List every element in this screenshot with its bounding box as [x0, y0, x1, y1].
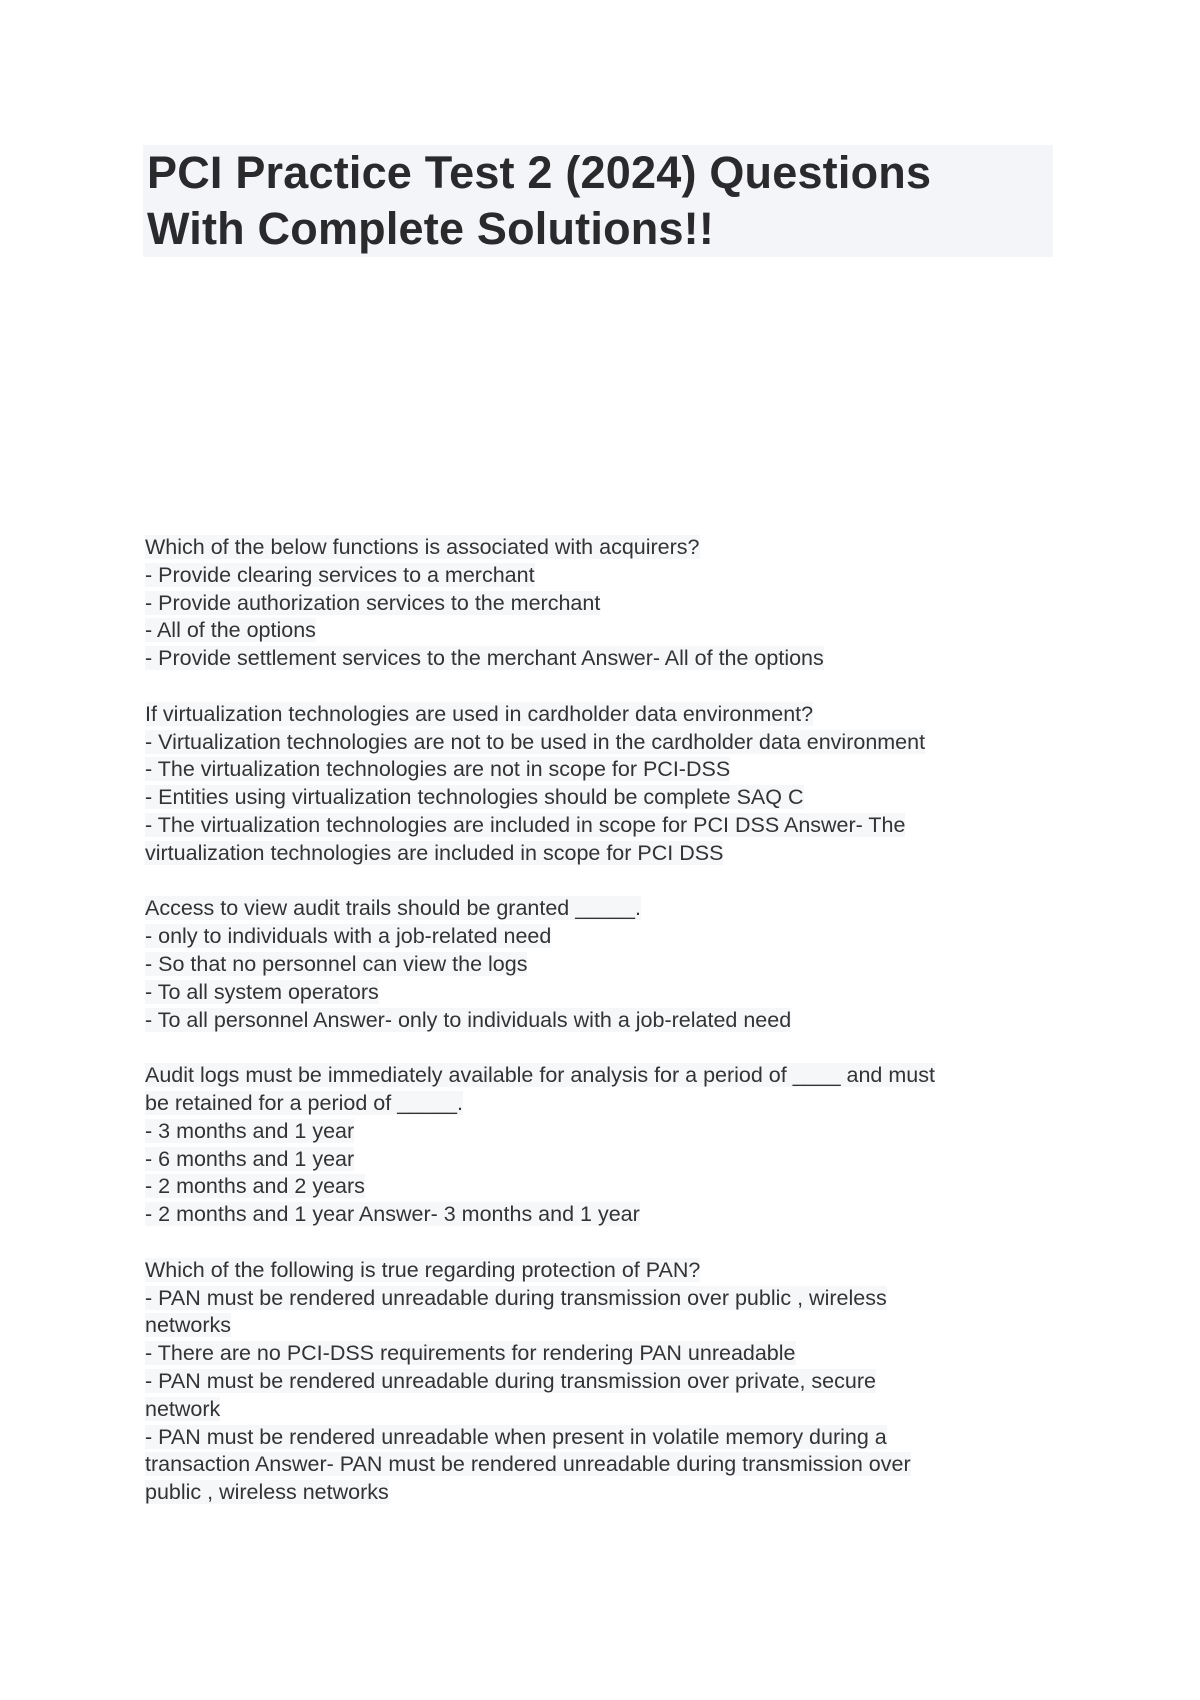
question-4-option: - 6 months and 1 year — [145, 1146, 355, 1171]
question-5-option-continued: network — [145, 1396, 221, 1421]
question-1-option: - Provide clearing services to a merchant — [145, 562, 535, 587]
question-2-option-answer: - The virtualization technologies are included in scope for PCI DSS Answer- The — [145, 812, 906, 837]
question-1-option: - All of the options — [145, 618, 316, 643]
question-2-answer-continued: virtualization technologies are included in scope for PCI DSS — [145, 840, 724, 865]
question-5-option: - PAN must be rendered unreadable during transmission over public , wireless — [145, 1285, 887, 1310]
question-3 — [145, 895, 1045, 1034]
question-2-option: - Entities using virtualization technologies should be complete SAQ C — [145, 785, 804, 810]
question-list — [145, 534, 1045, 1535]
question-3-prompt: Access to view audit trails should be granted _____. — [145, 896, 641, 921]
question-2 — [145, 701, 1045, 868]
question-5-option: - PAN must be rendered unreadable during transmission over private, secure — [145, 1368, 876, 1393]
page-title-line-1: PCI Practice Test 2 (2024) Questions — [147, 147, 932, 198]
question-5-option-continued: networks — [145, 1313, 232, 1338]
question-4-option-answer: - 2 months and 1 year Answer- 3 months and 1 year — [145, 1202, 640, 1227]
question-4-prompt-continued: be retained for a period of _____. — [145, 1090, 463, 1115]
question-4-option: - 2 months and 2 years — [145, 1174, 365, 1199]
question-5-option: - PAN must be rendered unreadable when present in volatile memory during a — [145, 1424, 887, 1449]
question-4 — [145, 1062, 1045, 1229]
question-4-option: - 3 months and 1 year — [145, 1118, 355, 1143]
question-1 — [145, 534, 1045, 673]
question-5-prompt: Which of the following is true regarding protection of PAN? — [145, 1257, 701, 1282]
question-3-option-answer: - To all personnel Answer- only to individuals with a job-related need — [145, 1007, 792, 1032]
question-5-option-answer: transaction Answer- PAN must be rendered unreadable during transmission over — [145, 1452, 911, 1477]
question-2-option: - Virtualization technologies are not to be used in the cardholder data environment — [145, 729, 926, 754]
question-1-option-answer: - Provide settlement services to the merchant Answer- All of the options — [145, 646, 824, 671]
question-4-prompt: Audit logs must be immediately available for analysis for a period of ____ and must — [145, 1063, 935, 1088]
question-3-option: - So that no personnel can view the logs — [145, 951, 528, 976]
question-3-option: - only to individuals with a job-related need — [145, 924, 552, 949]
question-5 — [145, 1257, 1045, 1507]
question-2-prompt: If virtualization technologies are used in cardholder data environment? — [145, 701, 814, 726]
page-title — [143, 145, 1053, 257]
question-2-option: - The virtualization technologies are not in scope for PCI-DSS — [145, 757, 731, 782]
page-title-line-2: With Complete Solutions!! — [147, 203, 715, 254]
question-5-answer-continued: public , wireless networks — [145, 1480, 389, 1505]
question-3-option: - To all system operators — [145, 979, 379, 1004]
question-1-prompt: Which of the below functions is associated with acquirers? — [145, 535, 700, 559]
question-1-option: - Provide authorization services to the merchant — [145, 590, 601, 615]
question-5-option: - There are no PCI-DSS requirements for rendering PAN unreadable — [145, 1341, 796, 1366]
